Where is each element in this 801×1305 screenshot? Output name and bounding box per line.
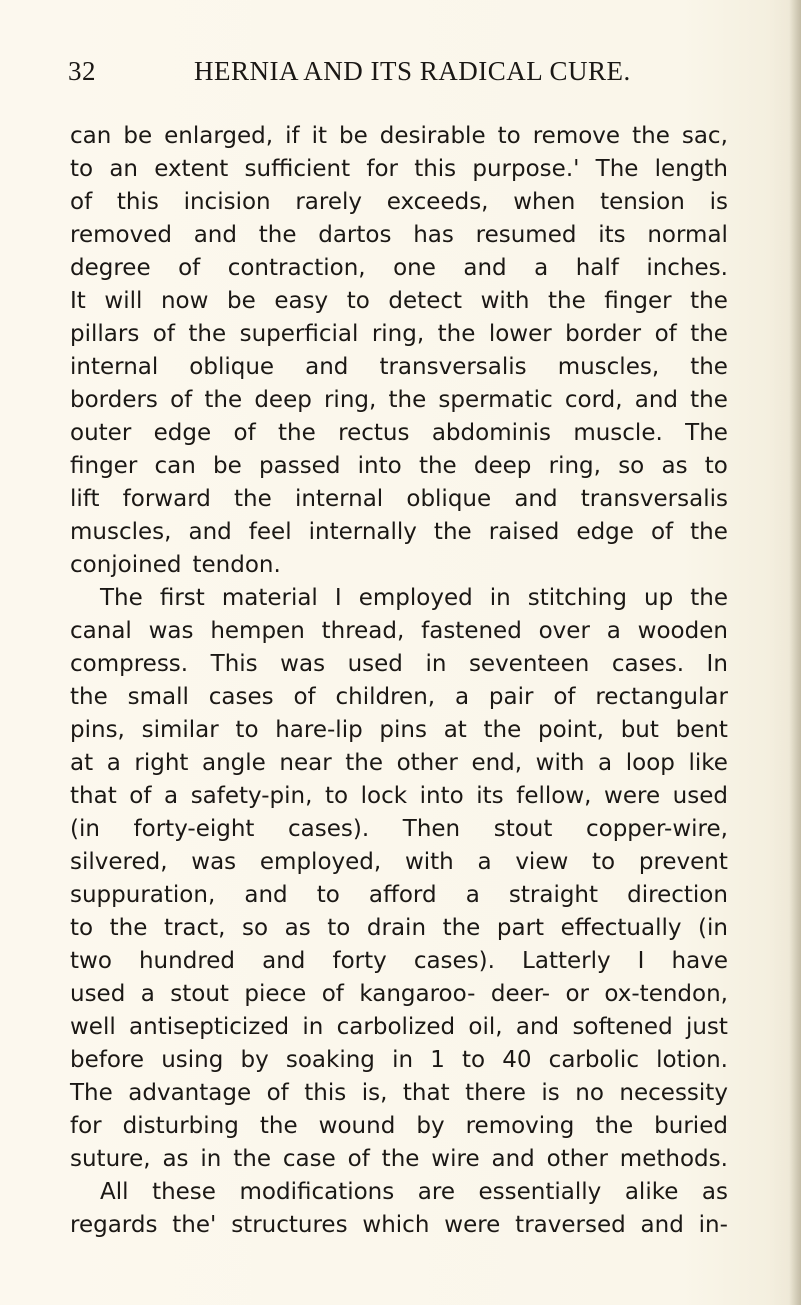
text-line: (in forty-eight cases). Then stout copper-wire, — [70, 816, 728, 842]
text-line: used a stout piece of kangaroo- deer- or ox-tendon, — [70, 981, 728, 1007]
running-head: HERNIA AND ITS RADICAL CURE. — [194, 56, 631, 86]
text-line: suppuration, and to afford a straight direction — [70, 882, 728, 908]
text-line: for disturbing the wound by removing the buried — [70, 1113, 728, 1139]
text-line: finger can be passed into the deep ring, so as to — [70, 453, 728, 479]
text-line: removed and the dartos has resumed its normal — [70, 222, 728, 248]
text-line: can be enlarged, if it be desirable to remove the sac, — [70, 123, 728, 149]
text-line: two hundred and forty cases). Latterly I have — [70, 948, 728, 974]
text-line: The first material I employed in stitching up the — [100, 585, 728, 611]
text-line: compress. This was used in seventeen cases. In — [70, 651, 728, 677]
body-text — [70, 120, 728, 1242]
page-edge-shadow — [789, 0, 801, 1305]
text-line: that of a safety-pin, to lock into its fellow, were used — [70, 783, 728, 809]
text-line: internal oblique and transversalis muscles, the — [70, 354, 728, 380]
text-line: of this incision rarely exceeds, when tension is — [70, 189, 728, 215]
text-line: outer edge of the rectus abdominis muscle. The — [70, 420, 728, 446]
text-line: pins, similar to hare-lip pins at the point, but bent — [70, 717, 728, 743]
text-line: conjoined tendon. — [70, 552, 281, 578]
text-line: All these modifications are essentially alike as — [100, 1179, 728, 1205]
text-line: lift forward the internal oblique and transversalis — [70, 486, 728, 512]
page-header — [68, 56, 730, 92]
text-line: muscles, and feel internally the raised edge of the — [70, 519, 728, 545]
text-line: to the tract, so as to drain the part effectually (in — [70, 915, 728, 941]
text-line: The advantage of this is, that there is no necessity — [70, 1080, 728, 1106]
text-line: at a right angle near the other end, with a loop like — [70, 750, 728, 776]
text-line: It will now be easy to detect with the finger the — [70, 288, 728, 314]
text-line: the small cases of children, a pair of rectangular — [70, 684, 728, 710]
page-number: 32 — [68, 56, 96, 86]
text-line: borders of the deep ring, the spermatic cord, and the — [70, 387, 728, 413]
text-line: well antisepticized in carbolized oil, and softened just — [70, 1014, 728, 1040]
text-line: to an extent sufficient for this purpose.' The length — [70, 156, 728, 182]
text-line: degree of contraction, one and a half inches. — [70, 255, 728, 281]
text-line: before using by soaking in 1 to 40 carbolic lotion. — [70, 1047, 728, 1073]
text-line: suture, as in the case of the wire and other methods. — [70, 1146, 728, 1172]
text-line: canal was hempen thread, fastened over a wooden — [70, 618, 728, 644]
text-line: pillars of the superficial ring, the lower border of the — [70, 321, 728, 347]
text-line: silvered, was employed, with a view to prevent — [70, 849, 728, 875]
text-line: regards the' structures which were traversed and in- — [70, 1212, 728, 1238]
